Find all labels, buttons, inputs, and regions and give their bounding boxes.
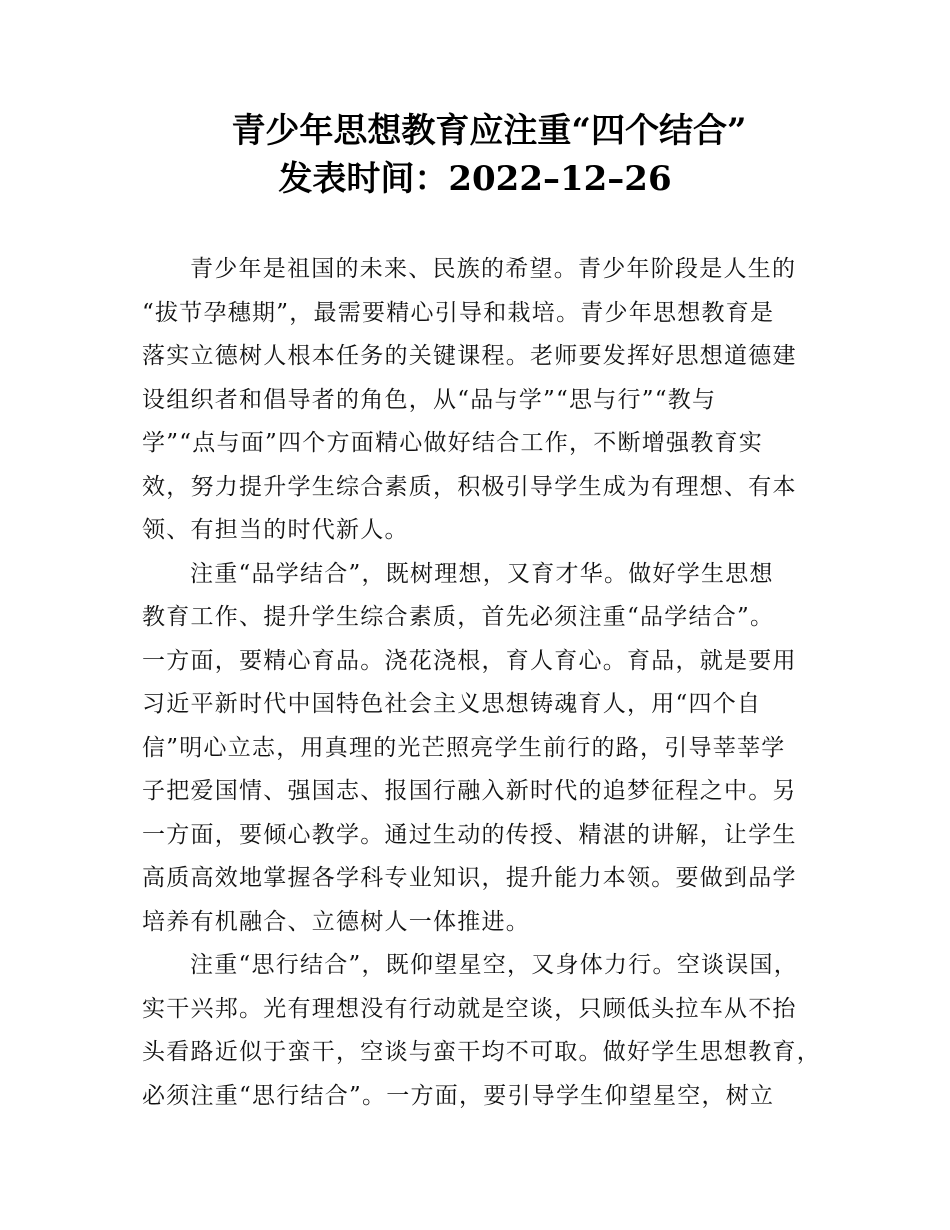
paragraph-line: 头看路近似于蛮干，空谈与蛮干均不可取。做好学生思想教育， [142, 1039, 821, 1065]
paragraph-line: 注重“思行结合”，既仰望星空，又身体力行。空谈误国， [190, 952, 799, 978]
paragraph-line: 教育工作、提升学生综合素质，首先必须注重“品学结合”。 [142, 604, 775, 630]
paragraph-line: 一方面，要精心育品。浇花浇根，育人育心。育品，就是要用 [142, 647, 797, 674]
paragraph-line: “拔节孕穗期”，最需要精心引导和栽培。青少年思想教育是 [142, 299, 775, 326]
paragraph-line: 子把爱国情、强国志、报国行融入新时代的追梦征程之中。另 [142, 778, 797, 804]
page-title: 青少年思想教育应注重“四个结合” [231, 111, 747, 151]
paragraph-line: 设组织者和倡导者的角色，从“品与学”“思与行”“教与 [142, 386, 717, 413]
paragraph-line: 学”“点与面”四个方面精心做好结合工作，不断增强教育实 [142, 430, 764, 456]
paragraph-line: 信”明心立志，用真理的光芒照亮学生前行的路，引导莘莘学 [142, 734, 786, 761]
paragraph-line: 高质高效地掌握各学科专业知识，提升能力本领。要做到品学 [142, 865, 797, 891]
publish-date: 发表时间：2022–12–26 [278, 159, 672, 199]
paragraph-line: 一方面，要倾心教学。通过生动的传授、精湛的讲解，让学生 [142, 821, 797, 848]
title-block [0, 108, 950, 202]
paragraph-line: 青少年是祖国的未来、民族的希望。青少年阶段是人生的 [190, 256, 797, 282]
paragraph-line: 实干兴邦。光有理想没有行动就是空谈，只顾低头拉车从不抬 [142, 995, 797, 1022]
paragraph-line: 培养有机融合、立德树人一体推进。 [142, 908, 530, 935]
paragraph-line: 领、有担当的时代新人。 [142, 517, 409, 543]
paragraph-line: 落实立德树人根本任务的关键课程。老师要发挥好思想道德建 [142, 343, 797, 369]
paragraph-line: 效，努力提升学生综合素质，积极引导学生成为有理想、有本 [142, 473, 797, 500]
paragraph-line: 必须注重“思行结合”。一方面，要引导学生仰望星空，树立 [142, 1082, 775, 1109]
paragraph-line: 注重“品学结合”，既树理想，又育才华。做好学生思想 [190, 560, 774, 587]
paragraph-line: 习近平新时代中国特色社会主义思想铸魂育人，用“四个自 [142, 691, 762, 717]
article-body [142, 248, 821, 1118]
